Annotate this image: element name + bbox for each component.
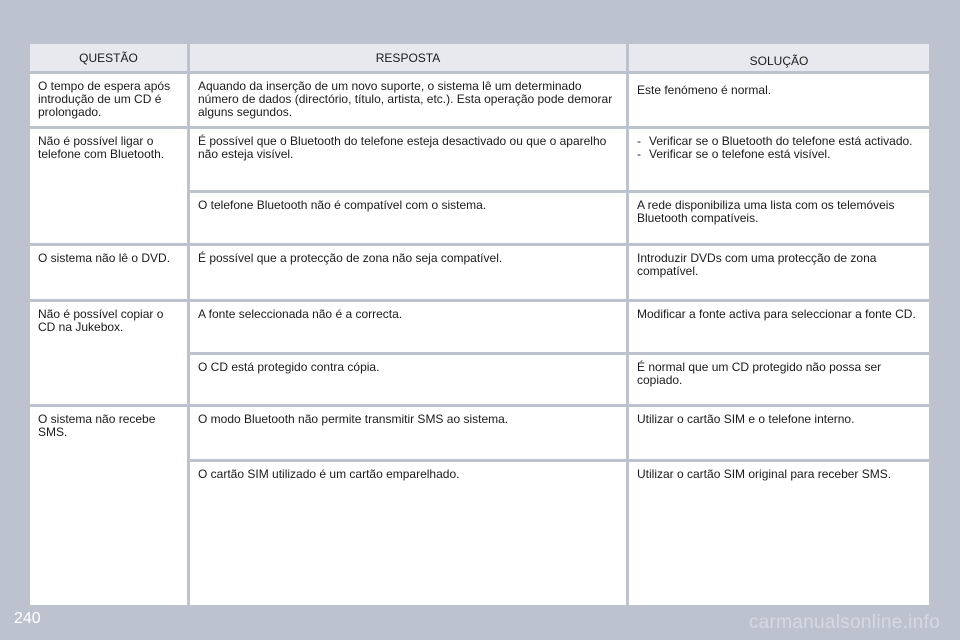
answer-cell: É possível que a protecção de zona não seja compatível.: [190, 246, 626, 299]
question-cell: Não é possível copiar o CD na Jukebox.: [30, 302, 187, 404]
solution-list-item: - Verificar se o telefone está visível.: [637, 148, 921, 161]
answer-cell: O CD está protegido contra cópia.: [190, 355, 626, 404]
solution-cell: Utilizar o cartão SIM e o telefone interno.: [629, 407, 929, 459]
answer-cell: Aquando da inserção de um novo suporte, o sistema lê um determinado número de dados (directório, título, artista, etc.). Esta operação pode demorar alguns segundos.: [190, 74, 626, 126]
question-cell: O sistema não recebe SMS.: [30, 407, 187, 605]
solution-cell: [629, 129, 929, 190]
solution-cell: Utilizar o cartão SIM original para receber SMS.: [629, 462, 929, 605]
answer-cell: O telefone Bluetooth não é compatível com o sistema.: [190, 193, 626, 243]
watermark-text: carmanualsonline.info: [748, 612, 940, 633]
troubleshooting-table: [30, 44, 929, 608]
answer-cell: O cartão SIM utilizado é um cartão emparelhado.: [190, 462, 626, 605]
answer-cell: O modo Bluetooth não permite transmitir SMS ao sistema.: [190, 407, 626, 459]
question-cell: O tempo de espera após introdução de um CD é prolongado.: [30, 74, 187, 126]
page-number: 240: [14, 610, 41, 627]
header-answer: RESPOSTA: [190, 44, 626, 71]
solution-cell: Modificar a fonte activa para seleccionar a fonte CD.: [629, 302, 929, 352]
answer-cell: A fonte seleccionada não é a correcta.: [190, 302, 626, 352]
solution-cell: Este fenómeno é normal.: [629, 74, 929, 126]
question-cell: O sistema não lê o DVD.: [30, 246, 187, 299]
header-question: QUESTÃO: [30, 44, 187, 71]
solution-cell: É normal que um CD protegido não possa ser copiado.: [629, 355, 929, 404]
solution-list: [637, 135, 921, 161]
answer-cell: É possível que o Bluetooth do telefone esteja desactivado ou que o aparelho não esteja visível.: [190, 129, 626, 190]
solution-list-item: - Verificar se o Bluetooth do telefone está activado.: [637, 135, 921, 148]
solution-cell: Introduzir DVDs com uma protecção de zona compatível.: [629, 246, 929, 299]
question-cell: Não é possível ligar o telefone com Bluetooth.: [30, 129, 187, 243]
header-solution: SOLUÇÃO: [629, 44, 929, 71]
solution-cell: A rede disponibiliza uma lista com os telemóveis Bluetooth compatíveis.: [629, 193, 929, 243]
